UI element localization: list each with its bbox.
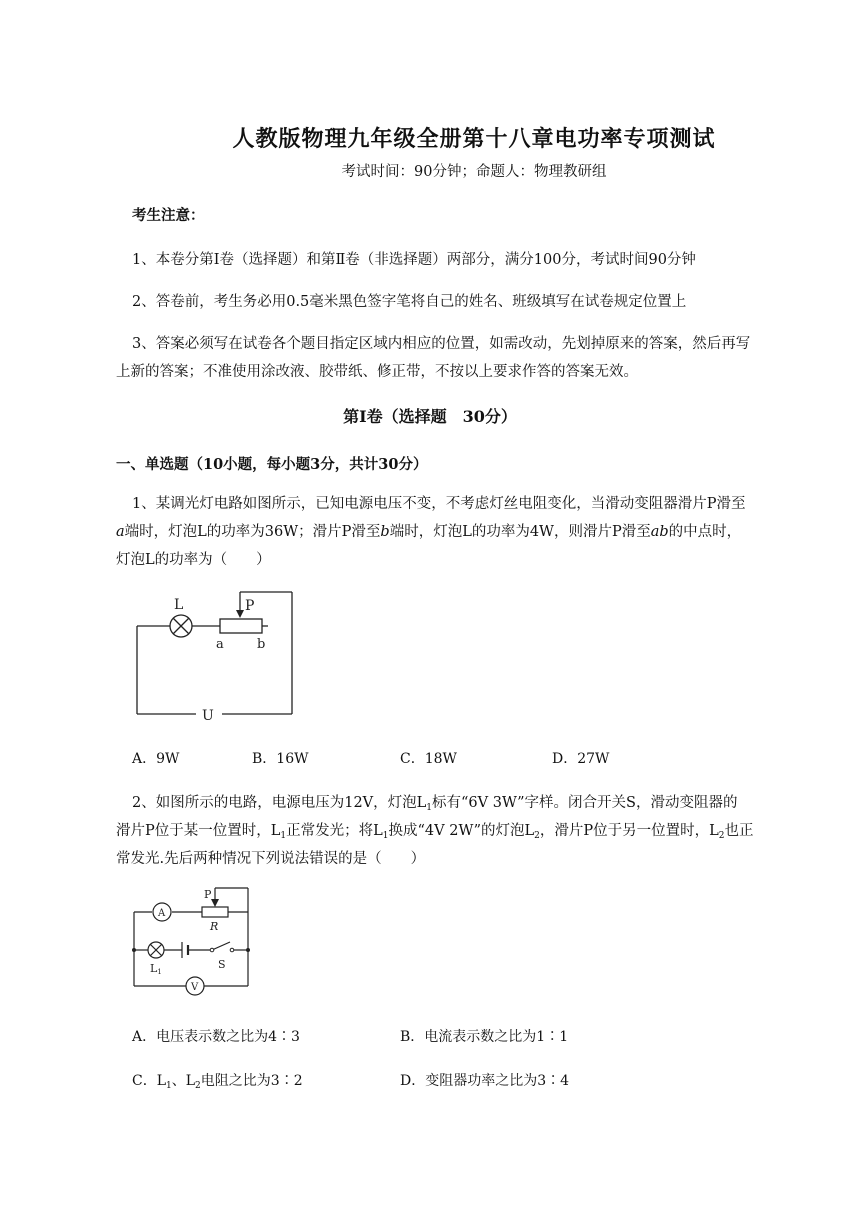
q1-option-a[interactable]: A．9W <box>132 751 180 767</box>
q1-circuit-diagram <box>128 588 300 720</box>
q1-end-a: a <box>116 524 125 540</box>
q2-slider-arrow-icon <box>211 899 219 907</box>
q1-label-lamp: L <box>174 597 184 613</box>
page-title: 人教版物理九年级全册第十八章电功率专项测试 <box>232 126 716 152</box>
notice-item-3-cont: 上新的答案；不准使用涂改液、胶带纸、修正带，不按以上要求作答的答案无效。 <box>116 364 638 380</box>
q1-label-b: b <box>257 637 266 652</box>
q2-circuit-diagram <box>128 882 256 996</box>
q1-line-1: 1、某调光灯电路如图所示，已知电源电压不变，不考虑灯丝电阻变化，当滑动变阻器滑片P滑至 <box>132 496 746 512</box>
q1-option-d[interactable]: D．27W <box>552 751 610 767</box>
notice-item-2: 2、答卷前，考生务必用0.5毫米黑色签字笔将自己的姓名、班级填写在试卷规定位置上 <box>132 294 687 310</box>
page-subtitle: 考试时间：90分钟；命题人：物理教研组 <box>341 164 607 180</box>
q2-label-voltmeter: V <box>191 982 199 993</box>
notice-item-1: 1、本卷分第Ⅰ卷（选择题）和第Ⅱ卷（非选择题）两部分，满分100分，考试时间90分钟 <box>132 252 696 268</box>
q2-line-3: 常发光.先后两种情况下列说法错误的是（ ） <box>116 851 426 867</box>
q2-option-a[interactable]: A．电压表示数之比为4∶3 <box>132 1029 300 1045</box>
q1-ab: ab <box>650 524 669 540</box>
q2-option-d[interactable]: D．变阻器功率之比为3∶4 <box>400 1073 570 1089</box>
q1-slider-arrow-icon <box>236 610 244 618</box>
q1-label-slider: P <box>245 598 255 614</box>
q1-option-b[interactable]: B．16W <box>252 751 309 767</box>
q2-line-1: 2、如图所示的电路，电源电压为12V，灯泡$L_1$标有“6V 3W”字样。闭合开关S，滑动变阻器的 <box>132 795 738 813</box>
q2-label-slider: P <box>204 888 212 901</box>
q2-line-2: 滑片P位于某一位置时，$L_1$正常发光；将$L_1$换成“4V 2W”的灯泡$L_2$，滑片P位于另一位置时，$L_2$也正 <box>116 823 754 841</box>
q1-rheostat-icon <box>220 619 262 633</box>
notice-heading: 考生注意： <box>132 207 205 224</box>
q2-option-c[interactable]: C．$L_1$、$L_2$电阻之比为3∶2 <box>132 1073 303 1091</box>
section-title: 第Ⅰ卷（选择题 30分） <box>343 407 517 426</box>
q1-label-a: a <box>216 637 224 652</box>
q1-option-c[interactable]: C．18W <box>400 751 457 767</box>
q1-label-source: U <box>202 708 214 720</box>
part-heading: 一、单选题（10小题，每小题3分，共计30分） <box>116 456 428 473</box>
q2-label-switch: S <box>218 958 226 971</box>
q2-rheostat-icon <box>202 907 228 917</box>
q2-option-b[interactable]: B．电流表示数之比为1∶1 <box>400 1029 569 1045</box>
q2-label-resistor: R <box>210 920 219 933</box>
notice-item-3: 3、答案必须写在试卷各个题目指定区域内相应的位置，如需改动，先划掉原来的答案，然后再写 <box>132 336 751 352</box>
q2-label-lamp: L1 <box>150 962 162 976</box>
q1-line-2: a端时，灯泡L的功率为36W；滑片P滑至b端时，灯泡L的功率为4W，则滑片P滑至ab的中点时， <box>116 524 742 540</box>
q2-switch-icon <box>212 942 230 950</box>
q2-label-ammeter: A <box>158 908 166 919</box>
q1-line-3: 灯泡L的功率为（ ） <box>116 552 271 568</box>
q1-end-b: b <box>380 524 390 540</box>
